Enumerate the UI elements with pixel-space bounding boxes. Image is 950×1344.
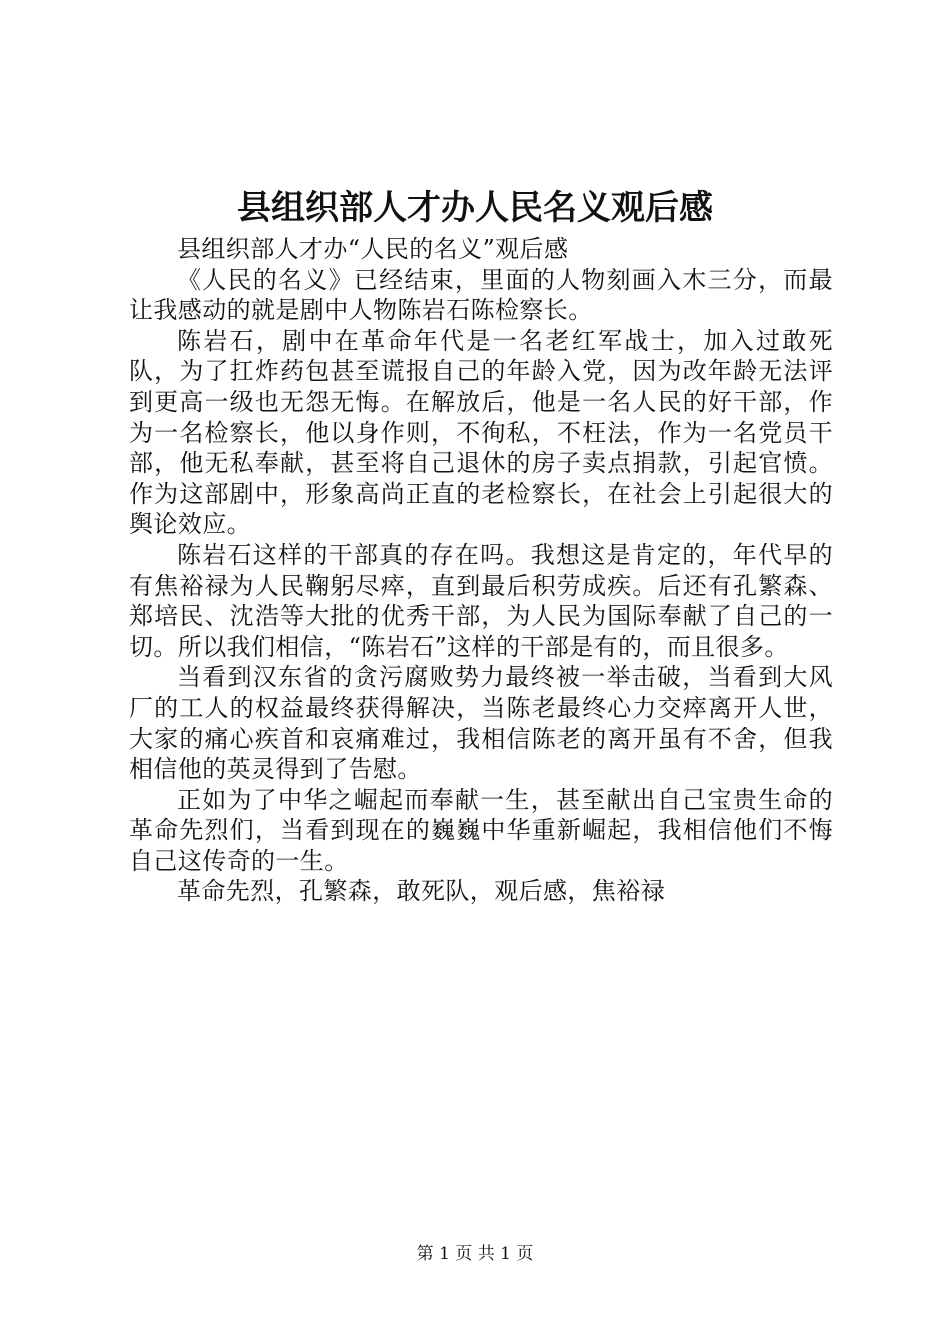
page-number-footer: 第 1 页 共 1 页 <box>416 1244 534 1264</box>
paragraph-intro: 《人民的名义》已经结束，里面的人物刻画入木三分，而最让我感动的就是剧中人物陈岩石陈检察长。 <box>129 265 833 325</box>
paragraph-character: 陈岩石，剧中在革命年代是一名老红军战士，加入过敢死队，为了扛炸药包甚至谎报自己的年龄入党，因为改年龄无法评到更高一级也无怨无悔。在解放后，他是一名人民的好干部，作为一名检察长，他以身作则，不徇私，不枉法，作为一名党员干部，他无私奉献，甚至将自己退休的房子卖点捐款，引起官愤。作为这部剧中，形象高尚正直的老检察长，在社会上引起很大的舆论效应。 <box>129 326 833 539</box>
paragraph-ending: 当看到汉东省的贪污腐败势力最终被一举击破，当看到大风厂的工人的权益最终获得解决，当陈老最终心力交瘁离开人世，大家的痛心疾首和哀痛难过，我相信陈老的离开虽有不舍，但我相信他的英灵得到了告慰。 <box>129 663 833 784</box>
paragraph-martyrs: 正如为了中华之崛起而奉献一生，甚至献出自己宝贵生命的革命先烈们，当看到现在的巍巍中华重新崛起，我相信他们不悔自己这传奇的一生。 <box>129 785 833 875</box>
paragraph-subtitle: 县组织部人才办“人民的名义”观后感 <box>177 235 569 263</box>
document-body <box>129 234 833 907</box>
paragraph-real-cadres: 陈岩石这样的干部真的存在吗。我想这是肯定的，年代早的有焦裕禄为人民鞠躬尽瘁，直到最后积劳成疾。后还有孔繁森、郑培民、沈浩等大批的优秀干部，为人民为国际奉献了自己的一切。所以我们相信，“陈岩石”这样的干部是有的，而且很多。 <box>129 540 833 661</box>
paragraph-keywords: 革命先烈，孔繁森，敢死队，观后感，焦裕禄 <box>177 877 665 906</box>
document-title: 县组织部人才办人民名义观后感 <box>237 188 713 228</box>
